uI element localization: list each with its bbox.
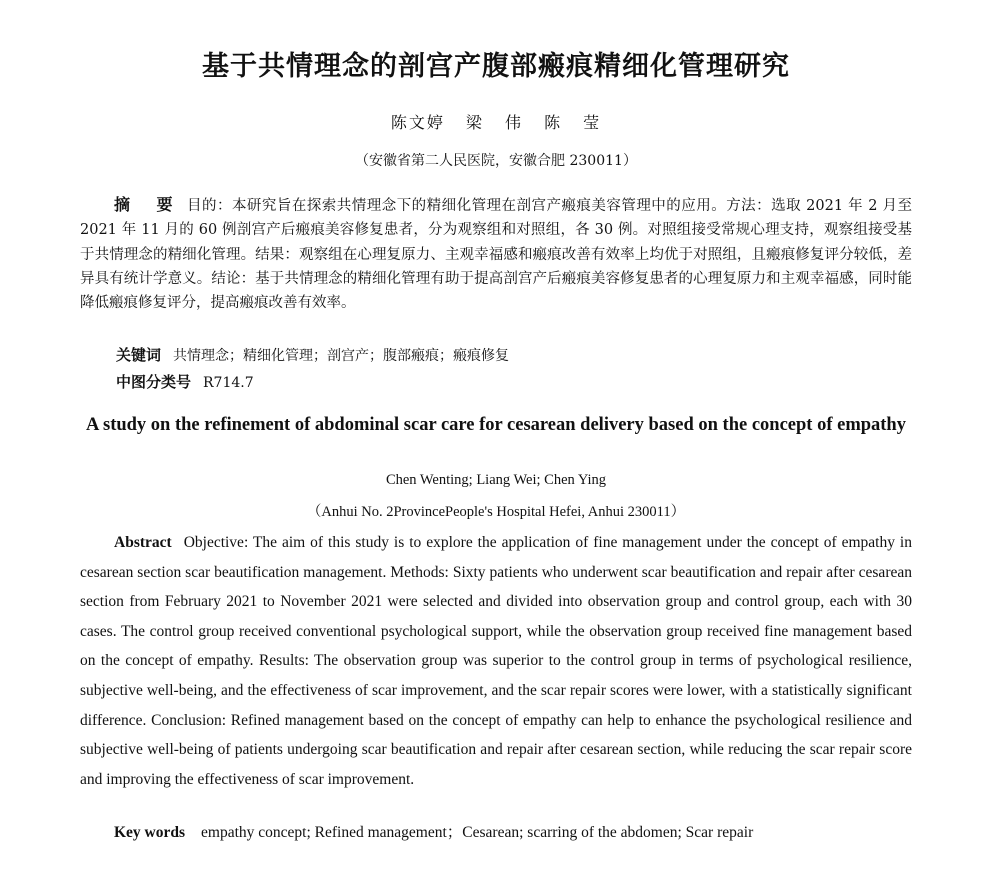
english-authors: Chen Wenting; Liang Wei; Chen Ying — [385, 472, 607, 488]
english-affiliation: （Anhui No. 2ProvincePeople's Hospital Hefei, Anhui 230011） — [306, 504, 686, 520]
english-title: A study on the refinement of abdominal scar care for cesarean delivery based on the concept of empathy — [86, 415, 906, 435]
english-keywords-text: empathy concept; Refined management；Cesarean; scarring of the abdomen; Scar repair — [201, 824, 754, 841]
chinese-title: 基于共情理念的剖宫产腹部瘢痕精细化管理研究 — [202, 51, 790, 82]
chinese-authors: 陈文婷 梁 伟 陈 莹 — [390, 113, 602, 132]
chinese-keywords-text: 共情理念；精细化管理；剖宫产；腹部瘢痕；瘢痕修复 — [173, 348, 510, 364]
english-abstract-text: Objective: The aim of this study is to explore the application of fine management under the concept of empathy in cesarean section scar beautification management. Methods: Sixty patients who underwent scar beautification and repair after cesarean section from February 2021 to November 2021 were selected and divided into observation group and control group, each with 30 cases. The control group received conventional psychological support, while the observation group received fine management based on the concept of empathy. Results: The observation group was superior to the control group in terms of psychological resilience, subjective well-being, and the effectiveness of scar improvement, and the scar repair scores were lower, with a statistically significant difference. Conclusion: Refined management based on the concept of empathy can help to enhance the psychological resilience and subjective well-being of patients undergoing scar beautification and repair after cesarean section, while reducing the scar repair score and improving the effectiveness of scar improvement. — [80, 534, 912, 788]
chinese-classification — [116, 371, 254, 392]
classification-number: R714.7 — [203, 375, 254, 391]
english-abstract-label: Abstract — [114, 534, 172, 551]
chinese-abstract-label: 摘 要 — [114, 195, 184, 214]
classification-label: 中图分类号 — [116, 373, 192, 391]
chinese-keywords — [116, 344, 509, 365]
english-keywords-label: Key words — [114, 824, 186, 841]
english-keywords — [114, 820, 753, 842]
chinese-abstract-text: 目的：本研究旨在探索共情理念下的精细化管理在剖宫产瘢痕美容管理中的应用。方法：选取 2021 年 2 月至 2021 年 11 月的 60 例剖宫产后瘢痕美容修复患者，分为观察组和对照组，各 30 例。对照组接受常规心理支持，观察组接受基于共情理念的精细化管理。结果：观察组在心理复原力、主观幸福感和瘢痕改善有效率上均优于对照组，且瘢痕修复评分较低，差异具有统计学意义。结论：基于共情理念的精细化管理有助于提高剖宫产后瘢痕美容修复患者的心理复原力和主观幸福感，同时能降低瘢痕修复评分，提高瘢痕改善有效率。 — [80, 198, 913, 312]
english-abstract — [80, 528, 912, 794]
chinese-abstract — [80, 193, 912, 315]
chinese-affiliation: （安徽省第二人民医院，安徽合肥 230011） — [355, 153, 637, 169]
chinese-keywords-label: 关键词 — [116, 346, 162, 364]
